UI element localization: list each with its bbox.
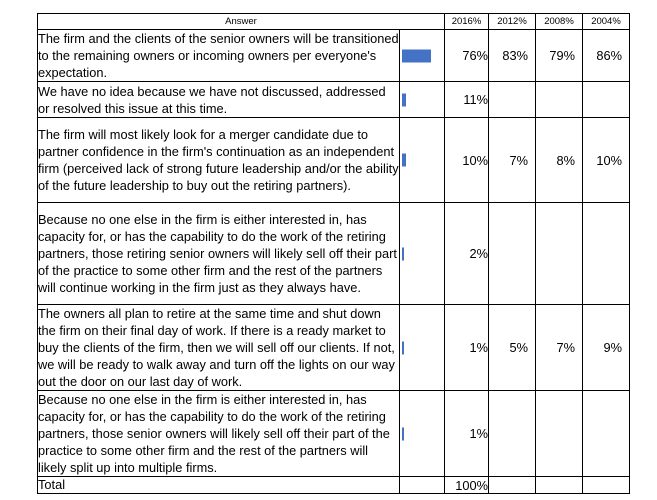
bar-cell: [400, 82, 445, 118]
answer-text: We have no idea because we have not discussed, addressed or resolved this issue at this time.: [38, 82, 400, 118]
value-2008: [536, 391, 583, 477]
table-row: [38, 118, 630, 203]
header-2016: 2016%: [445, 14, 489, 30]
header-2004: 2004%: [583, 14, 630, 30]
answer-text: The owners all plan to retire at the same time and shut down the firm on their final day of work. If there is a ready market to buy the clients of the firm, then we will sell off our clients. If not, we will be ready to walk away and turn off the lights on our way out the door on our last day of work.: [38, 305, 400, 391]
value-2004: [583, 203, 630, 305]
bar-cell: [400, 30, 445, 82]
table-row: [38, 203, 630, 305]
table-row: [38, 30, 630, 82]
value-2012: 5%: [489, 305, 536, 391]
value-2004: 10%: [583, 118, 630, 203]
total-2004: [583, 477, 630, 494]
value-2012: 7%: [489, 118, 536, 203]
total-2012: [489, 477, 536, 494]
value-2008: 79%: [536, 30, 583, 82]
value-2016: 76%: [445, 30, 489, 82]
value-2008: 7%: [536, 305, 583, 391]
percent-bar: [402, 247, 404, 260]
total-label: Total: [38, 477, 400, 494]
percent-bar: [402, 341, 404, 354]
percent-bar: [402, 49, 431, 62]
percent-bar: [402, 154, 406, 167]
value-2016: 1%: [445, 391, 489, 477]
bar-cell: [400, 305, 445, 391]
survey-results-table: [37, 13, 630, 494]
value-2012: 83%: [489, 30, 536, 82]
value-2004: 9%: [583, 305, 630, 391]
value-2004: [583, 391, 630, 477]
value-2008: [536, 82, 583, 118]
value-2008: 8%: [536, 118, 583, 203]
table-row: [38, 305, 630, 391]
bar-cell: [400, 391, 445, 477]
answer-header: Answer: [38, 14, 445, 30]
table-row: [38, 391, 630, 477]
percent-bar: [402, 93, 406, 106]
value-2016: 10%: [445, 118, 489, 203]
answer-text: The firm and the clients of the senior owners will be transitioned to the remaining owners or incoming owners per everyone's expectation.: [38, 31, 399, 80]
total-row: [38, 477, 630, 494]
bar-cell: [400, 118, 445, 203]
value-2012: [489, 82, 536, 118]
total-2016: 100%: [445, 477, 489, 494]
total-2008: [536, 477, 583, 494]
total-bar-cell: [400, 477, 445, 494]
value-2004: 86%: [583, 30, 630, 82]
answer-text: Because no one else in the firm is either interested in, has capacity for, or has the capability to do the work of the retiring partners, those retiring senior owners will likely sell off their part of the practice to some other firm and the rest of the partners will continue working in the firm just as they always have.: [38, 203, 400, 305]
percent-bar: [402, 427, 404, 440]
bar-cell: [400, 203, 445, 305]
value-2016: 1%: [445, 305, 489, 391]
header-2012: 2012%: [489, 14, 536, 30]
header-2008: 2008%: [536, 14, 583, 30]
value-2012: [489, 203, 536, 305]
table-row: [38, 82, 630, 118]
value-2008: [536, 203, 583, 305]
value-2012: [489, 391, 536, 477]
value-2016: 2%: [445, 203, 489, 305]
answer-text: Because no one else in the firm is either interested in, has capacity for, or has the capability to do the work of the retiring partners, those senior owners will likely sell off their part of the practice to some other firm and the rest of the partners will likely split up into multiple firms.: [38, 391, 400, 477]
answer-text: The firm will most likely look for a merger candidate due to partner confidence in the firm's continuation as an independent firm (perceived lack of strong future leadership and/or the ability of the future leadership to buy out the retiring partners).: [38, 118, 400, 203]
header-row: [38, 14, 630, 30]
value-2016: 11%: [445, 82, 489, 118]
value-2004: [583, 82, 630, 118]
